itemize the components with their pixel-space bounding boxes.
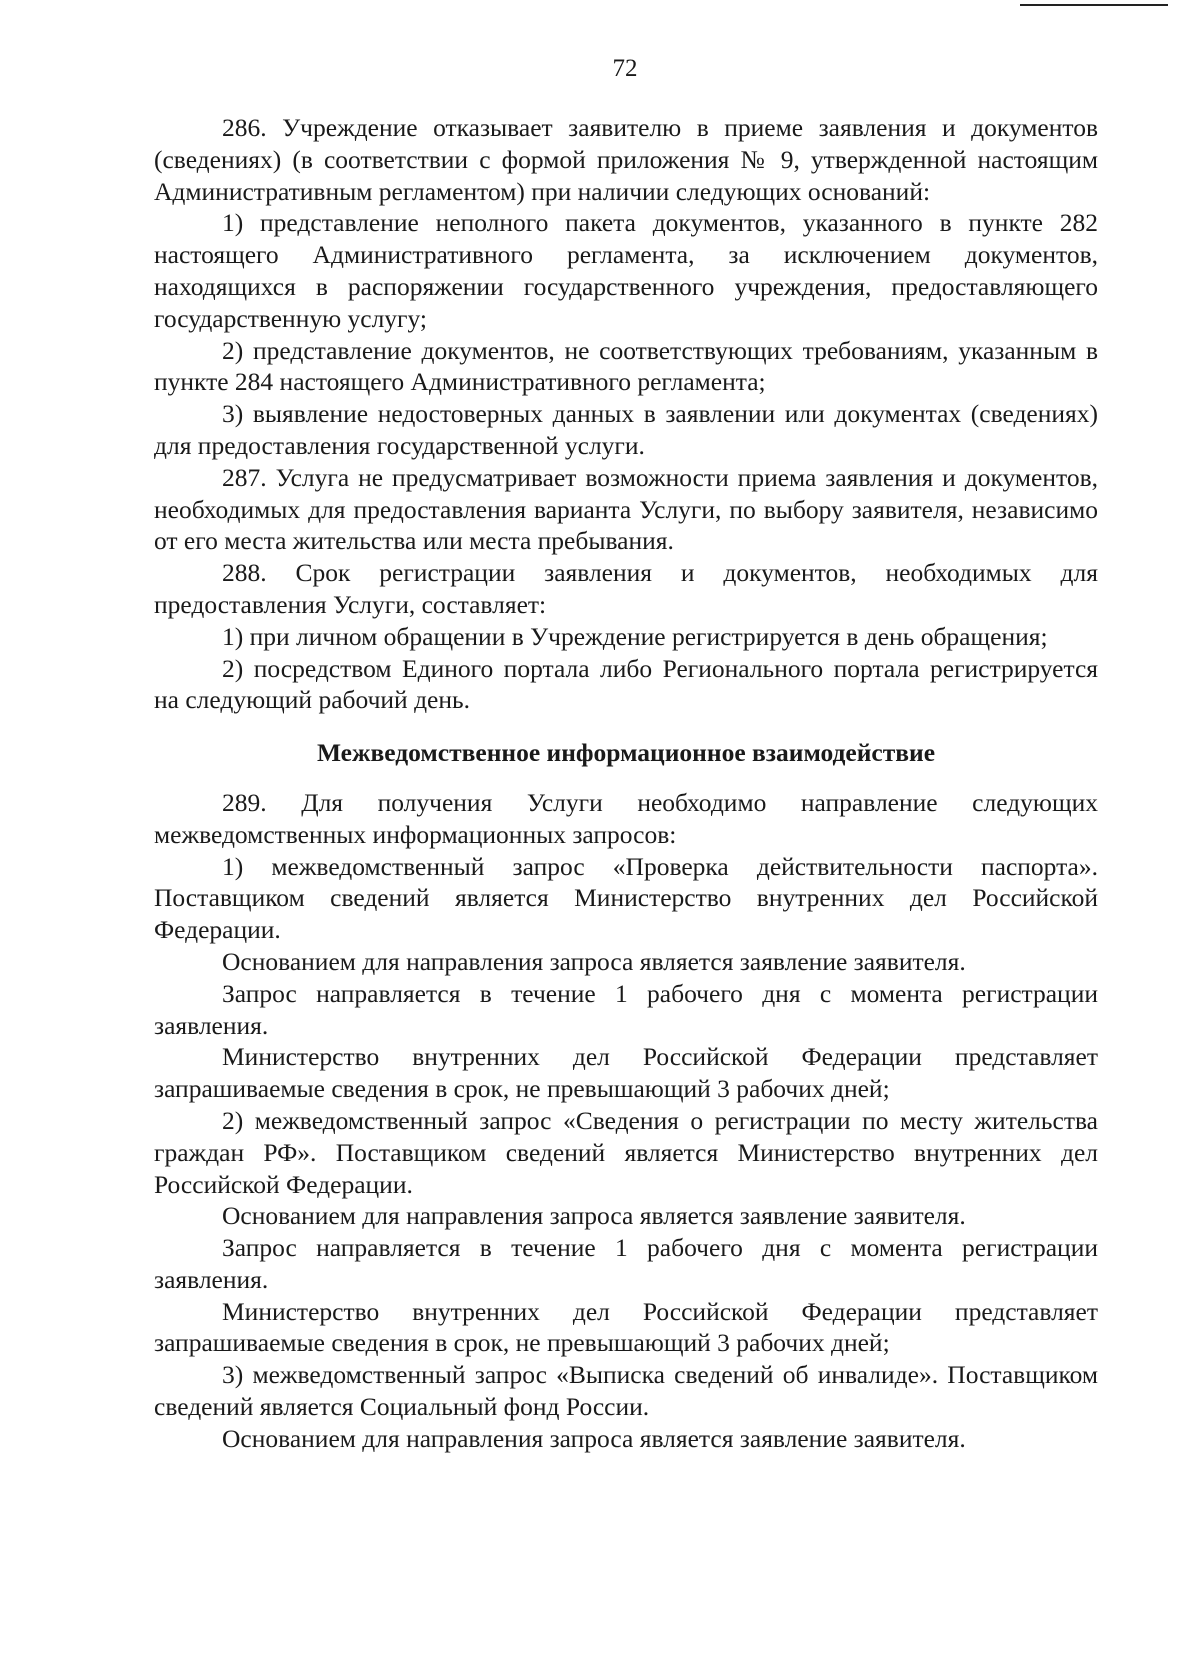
page-number: 72 bbox=[612, 55, 638, 82]
section-1 bbox=[154, 112, 1098, 716]
paragraph-289-item-2: 2) межведомственный запрос «Сведения о регистрации по месту жительства граждан РФ». Поставщиком сведений является Министерство внутренних дел Российской Федерации. bbox=[154, 1105, 1098, 1199]
paragraph-289-item-3: 3) межведомственный запрос «Выписка сведений об инвалиде». Поставщиком сведений является Социальный фонд России. bbox=[154, 1360, 1098, 1422]
paragraph-286-item-2: 2) представление документов, не соответствующих требованиям, указанным в пункте 284 настоящего Административного регламента; bbox=[154, 335, 1098, 397]
paragraph-288-item-2: 2) посредством Единого портала либо Регионального портала регистрируется на следующий рабочий день. bbox=[154, 653, 1098, 715]
document-body bbox=[154, 112, 1098, 1455]
paragraph-response-term: Министерство внутренних дел Российской Федерации представляет запрашиваемые сведения в срок, не превышающий 3 рабочих дней; bbox=[154, 1042, 1098, 1104]
paragraph-288-item-1: 1) при личном обращении в Учреждение регистрируется в день обращения; bbox=[222, 621, 1048, 651]
paragraph-289-item-1: 1) межведомственный запрос «Проверка действительности паспорта». Поставщиком сведений является Министерство внутренних дел Российской Федерации. bbox=[154, 851, 1098, 945]
paragraph-request-term: Запрос направляется в течение 1 рабочего дня с момента регистрации заявления. bbox=[154, 1233, 1098, 1294]
paragraph-basis: Основанием для направления запроса является заявление заявителя. bbox=[222, 1201, 966, 1231]
paragraph-286-item-3: 3) выявление недостоверных данных в заявлении или документах (сведениях) для предоставления государственной услуги. bbox=[154, 399, 1098, 460]
section-2 bbox=[154, 787, 1098, 1455]
top-rule bbox=[1020, 4, 1168, 6]
paragraph-289: 289. Для получения Услуги необходимо направление следующих межведомственных информационных запросов: bbox=[154, 787, 1098, 849]
paragraph-basis: Основанием для направления запроса является заявление заявителя. bbox=[222, 1423, 966, 1453]
paragraph-response-term: Министерство внутренних дел Российской Федерации представляет запрашиваемые сведения в срок, не превышающий 3 рабочих дней; bbox=[154, 1296, 1098, 1358]
paragraph-request-term: Запрос направляется в течение 1 рабочего дня с момента регистрации заявления. bbox=[154, 978, 1098, 1040]
paragraph-basis: Основанием для направления запроса является заявление заявителя. bbox=[222, 946, 966, 976]
paragraph-287: 287. Услуга не предусматривает возможности приема заявления и документов, необходимых для предоставления варианта Услуги, по выбору заявителя, независимо от его места жительства или места пребывания. bbox=[154, 462, 1098, 556]
paragraph-288: 288. Срок регистрации заявления и документов, необходимых для предоставления Услуги, составляет: bbox=[154, 558, 1098, 619]
paragraph-286-item-1: 1) представление неполного пакета документов, указанного в пункте 282 настоящего Административного регламента, за исключением документов, находящихся в распоряжении государственного учреждения, предоставляющего государственную услугу; bbox=[154, 208, 1098, 333]
paragraph-286: 286. Учреждение отказывает заявителю в приеме заявления и документов (сведениях) (в соответствии с формой приложения № 9, утвержденной настоящим Административным регламентом) при наличии следующих оснований: bbox=[154, 113, 1098, 206]
section-heading: Межведомственное информационное взаимодействие bbox=[316, 738, 936, 768]
